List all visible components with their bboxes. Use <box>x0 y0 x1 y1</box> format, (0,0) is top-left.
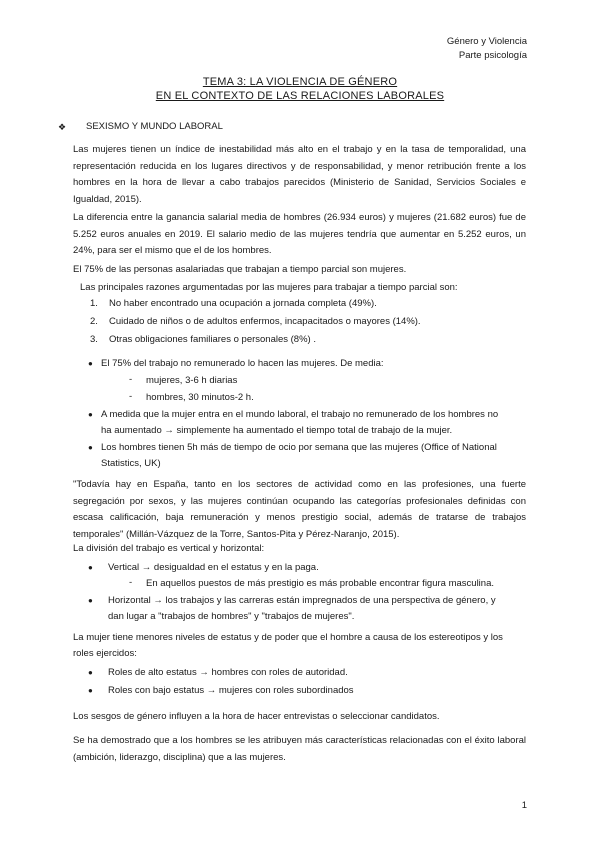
bullet-icon: ● <box>88 596 93 605</box>
list-item: Roles de alto estatus → hombres con roles de autoridad. <box>108 667 348 678</box>
paragraph-instability <box>73 142 526 208</box>
bullet-icon: ● <box>88 668 93 677</box>
list-item: Horizontal → los trabajos y las carreras están impregnados de una perspectiva de género, y <box>108 595 496 606</box>
dash-icon: - <box>129 577 133 588</box>
diamond-bullet-icon: ❖ <box>58 122 67 132</box>
list-number: 3. <box>90 334 98 345</box>
header-subject: Género y Violencia <box>446 36 527 47</box>
header-part: Parte psicología <box>458 50 527 61</box>
division-intro: La división del trabajo es vertical y horizontal: <box>73 543 265 554</box>
quote-text: "Todavía hay en España, tanto en los sectores de actividad como en las profesiones, una fuerte segregación por sexos, y las mujeres continúan ocupando las categorías profesionales definidas con escasa calificación, baja remuneración y menos prestigio social, además de tratarse de trabajos temporales" (Millán-Vázquez de la Torre, Santos-Pita y Pérez-Naranjo, 2015). <box>73 479 526 540</box>
bullet-icon: ● <box>88 410 93 419</box>
status-paragraph-line-1: La mujer tiene menores niveles de estatus y de poder que el hombre a causa de los estereotipos y los <box>73 632 503 643</box>
paragraph-attributes <box>73 733 526 766</box>
list-item: A medida que la mujer entra en el mundo laboral, el trabajo no remunerado de los hombres no <box>101 409 499 420</box>
sub-list-item: hombres, 30 minutos-2 h. <box>146 392 254 403</box>
status-paragraph-line-2: roles ejercidos: <box>73 648 137 659</box>
title-line-1: TEMA 3: LA VIOLENCIA DE GÉNERO <box>202 76 398 88</box>
list-item-continuation: ha aumentado → simplemente ha aumentado el tiempo total de trabajo de la mujer. <box>101 425 453 436</box>
page-number: 1 <box>521 800 527 811</box>
paragraph-text: Se ha demostrado que a los hombres se les atribuyen más características relacionadas con el éxito laboral (ambición, liderazgo, disciplina) que a las mujeres. <box>73 735 526 763</box>
list-item: Otras obligaciones familiares o personales (8%) . <box>109 334 316 345</box>
list-number: 2. <box>90 316 98 327</box>
list-item-continuation: dan lugar a "trabajos de hombres" y "trabajos de mujeres". <box>108 611 355 622</box>
paragraph-part-time: El 75% de las personas asalariadas que trabajan a tiempo parcial son mujeres. <box>73 264 407 275</box>
paragraph-text: Las mujeres tienen un índice de inestabilidad más alto en el trabajo y en la tasa de temporalidad, una representación reducida en los lugares directivos y de responsabilidad, y menor retribución frente a los hombres en la hora de llevar a cabo trabajos parecidos (Ministerio de Sanidad, Servicios Sociales e Igualdad, 2015). <box>73 144 526 205</box>
section-heading <box>58 121 223 133</box>
list-number: 1. <box>90 298 98 309</box>
paragraph-reasons-intro: Las principales razones argumentadas por las mujeres para trabajar a tiempo parcial son: <box>80 282 458 293</box>
quote-paragraph <box>73 477 526 543</box>
paragraph-salary-gap <box>73 210 526 260</box>
document-title <box>0 75 600 103</box>
sub-list-item: En aquellos puestos de más prestigio es más probable encontrar figura masculina. <box>146 578 494 589</box>
section-heading-text: SEXISMO Y MUNDO LABORAL <box>86 121 223 132</box>
sub-list-item: mujeres, 3-6 h diarias <box>146 375 238 386</box>
list-item: Vertical → desigualdad en el estatus y en la paga. <box>108 562 319 573</box>
dash-icon: - <box>129 391 133 402</box>
list-item: El 75% del trabajo no remunerado lo hacen las mujeres. De media: <box>101 358 384 369</box>
title-line-2: EN EL CONTEXTO DE LAS RELACIONES LABORALES <box>155 90 445 102</box>
bullet-icon: ● <box>88 359 93 368</box>
list-item: Cuidado de niños o de adultos enfermos, incapacitados o mayores (14%). <box>109 316 421 327</box>
list-item-continuation: Statistics, UK) <box>101 458 161 469</box>
dash-icon: - <box>129 374 133 385</box>
paragraph-bias: Los sesgos de género influyen a la hora de hacer entrevistas o seleccionar candidatos. <box>73 711 440 722</box>
list-item: No haber encontrado una ocupación a jornada completa (49%). <box>109 298 377 309</box>
bullet-icon: ● <box>88 443 93 452</box>
running-header <box>447 35 527 63</box>
list-item: Los hombres tienen 5h más de tiempo de ocio por semana que las mujeres (Office of National <box>101 442 497 453</box>
list-item: Roles con bajo estatus → mujeres con roles subordinados <box>108 685 354 696</box>
paragraph-text: La diferencia entre la ganancia salarial media de hombres (26.934 euros) y mujeres (21.682 euros) fue de 5.252 euros anuales en 2019. El salario medio de las mujeres tendría que aumentar en 5.252 euros, un 24%, para ser el mismo que el de los hombres. <box>73 212 526 256</box>
bullet-icon: ● <box>88 563 93 572</box>
bullet-icon: ● <box>88 686 93 695</box>
